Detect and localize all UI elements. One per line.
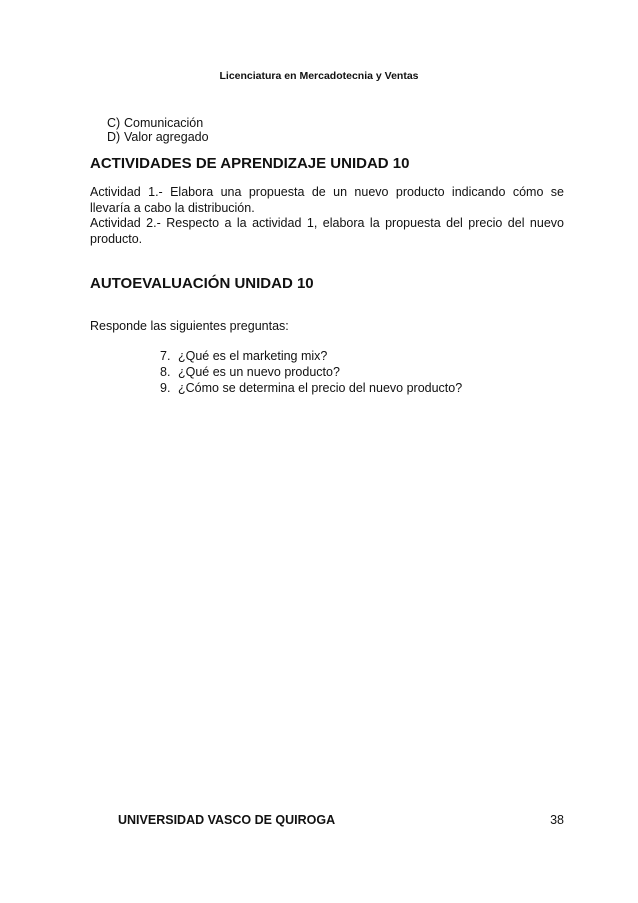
answer-options bbox=[107, 116, 209, 144]
activity-paragraph: Actividad 1.- Elabora una propuesta de un nuevo producto indicando cómo se llevaría a cabo la distribución. bbox=[90, 185, 564, 215]
footer-university: UNIVERSIDAD VASCO DE QUIROGA bbox=[118, 813, 336, 827]
question-text: ¿Qué es el marketing mix? bbox=[178, 349, 328, 363]
self-evaluation-heading: AUTOEVALUACIÓN UNIDAD 10 bbox=[90, 275, 314, 292]
question-number: 9. bbox=[160, 381, 171, 395]
option-item bbox=[107, 116, 209, 130]
question-text: ¿Cómo se determina el precio del nuevo producto? bbox=[178, 381, 463, 395]
page-header: Licenciatura en Mercadotecnia y Ventas bbox=[219, 70, 419, 82]
activities-body bbox=[90, 185, 564, 247]
option-letter: D) bbox=[107, 130, 121, 144]
question-number: 8. bbox=[160, 365, 171, 379]
activity-paragraph: Actividad 2.- Respecto a la actividad 1, elabora la propuesta del precio del nuevo producto. bbox=[90, 216, 564, 246]
page-number: 38 bbox=[550, 813, 564, 827]
question-list bbox=[160, 348, 462, 396]
question-item bbox=[160, 364, 462, 380]
activities-heading: ACTIVIDADES DE APRENDIZAJE UNIDAD 10 bbox=[90, 155, 410, 172]
question-text: ¿Qué es un nuevo producto? bbox=[178, 365, 340, 379]
option-item bbox=[107, 130, 209, 144]
question-number: 7. bbox=[160, 349, 171, 363]
self-evaluation-intro: Responde las siguientes preguntas: bbox=[90, 319, 289, 333]
option-text: Valor agregado bbox=[124, 130, 209, 144]
question-item bbox=[160, 380, 462, 396]
question-item bbox=[160, 348, 462, 364]
option-text: Comunicación bbox=[124, 116, 204, 130]
option-letter: C) bbox=[107, 116, 121, 130]
